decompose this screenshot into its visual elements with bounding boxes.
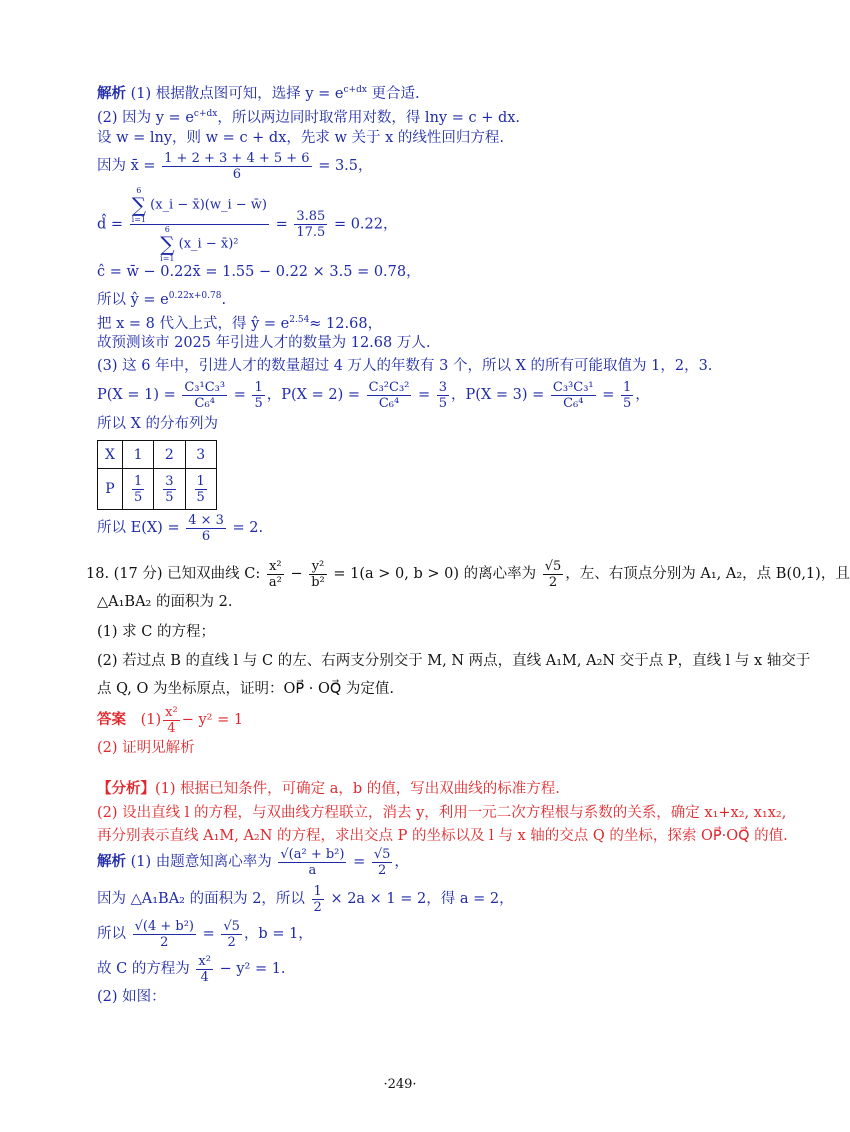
fraction: $\frac{\text{x²}}{4}$: [165, 704, 178, 736]
fraction: $\frac{1}{5}$: [133, 473, 143, 505]
table-cell: [122, 469, 153, 510]
solution-line: 所以 E(X) = $\frac{4 \times 3}{6}$ = 2.: [97, 512, 264, 544]
fraction: $\frac{3.85}{17.5}$: [296, 209, 326, 240]
analysis-tag: 【分析】: [97, 780, 155, 797]
solution-line: 因为 x̄ = $\frac{1 + 2 + 3 + 4 + 5 + 6}{6}$ = 3.5，: [97, 150, 373, 182]
fraction: $\frac{3}{5}$: [165, 473, 174, 505]
fraction: $\frac{\text{C₃¹C₃³}}{\text{C₆⁴}}$: [184, 379, 226, 411]
fraction: $\frac{1}{2}$: [313, 883, 322, 915]
fraction: $\frac{1}{5}$: [623, 379, 632, 411]
table-cell: 1: [122, 441, 153, 469]
question-line: 18. (17 分) 已知双曲线 C: $\frac{\text{x²}}{\text{a²}}$ − $\frac{\text{y²}}{\text{b²}}$ = 1(a > 0, b > 0) 的离心率为 $\frac{√5}{2}$ ，左、右顶点分别为 A₁, A₂，点 B(0,1)，且: [86, 558, 850, 590]
fraction: $\frac{1}{5}$: [196, 473, 205, 505]
solution-line: 所以 $\frac{\text{√(4 + b²)}}{2}$ = $\frac{√5}{2}$ ，b = 1，: [97, 918, 313, 950]
fraction: $\frac{\text{C₃³C₃¹}}{\text{C₆⁴}}$: [552, 379, 594, 411]
solution-line: ĉ = w̄ − 0.22x̄ = 1.55 − 0.22 × 3.5 = 0.78，: [97, 264, 421, 280]
question-line: 点 Q, O 为坐标原点，证明：OP⃗ · OQ⃗ 为定值.: [97, 681, 394, 697]
fraction: $\frac{\text{x²}}{\text{a²}}$: [268, 558, 282, 590]
fraction: $\frac{4 \times 3}{6}$: [188, 512, 224, 544]
solution-line: P(X = 1) = $\frac{\text{C₃¹C₃³}}{\text{C₆⁴}}$ = $\frac{1}{5}$ ，P(X = 2) = $\frac{\text{C₃²C₃²}}{\text{C₆⁴}}$ = $\frac{3}{5}$ ，P(X = 3) = $\frac{\text{C₃³C₃¹}}{\text{C₆⁴}}$ = $\frac{1}{5}$ ，: [97, 379, 650, 411]
fraction: $\frac{√5}{2}$: [373, 846, 391, 878]
table-cell: P: [98, 469, 123, 510]
fraction: $\frac{1}{5}$: [254, 379, 263, 411]
fraction: $\frac{√5}{2}$: [223, 918, 240, 950]
page-number: ·249·: [383, 1077, 417, 1092]
solution-label: 解析: [97, 853, 126, 870]
analysis-line: 【分析】(1) 根据已知条件，可确定 a，b 的值，写出双曲线的标准方程.: [97, 780, 560, 797]
answer-line: (2) 证明见解析: [97, 740, 195, 756]
table-cell: [154, 469, 185, 510]
analysis-line: 再分别表示直线 A₁M, A₂N 的方程，求出交点 P 的坐标以及 l 与 x 轴的交点 Q 的坐标，探索 OP⃗·OQ⃗ 的值.: [97, 828, 788, 844]
solution-line: (3) 这 6 年中，引进人才的数量超过 4 万人的年数有 3 个，所以 X 的所有可能取值为 1，2，3.: [97, 358, 713, 374]
solution-label: 解析: [97, 85, 126, 102]
solution-line: 故预测该市 2025 年引进人才的数量为 12.68 万人.: [97, 335, 431, 351]
table-cell: X: [98, 441, 123, 469]
solution-line: 解析 (1) 根据散点图可知，选择 $y = e^{c+dx}$ 更合适.: [97, 85, 420, 102]
fraction: $\frac{\text{√(a² + b²)}}{a}$: [280, 846, 345, 878]
solution-line: (2) 如图：: [97, 989, 166, 1005]
solution-line: 解析 (1) 由题意知离心率为 $\frac{\text{√(a² + b²)}}{a}$ = $\frac{√5}{2}$ ，: [97, 846, 409, 878]
sum-symbol: 6 ∑ i=1: [160, 225, 175, 263]
table-cell: 3: [185, 441, 216, 469]
question-line: △A₁BA₂ 的面积为 2.: [97, 594, 233, 610]
table-cell: 2: [154, 441, 185, 469]
fraction: $\frac{\text{√(4 + b²)}}{2}$: [134, 918, 194, 950]
solution-line: 所以 X 的分布列为: [97, 416, 219, 432]
solution-line: 故 C 的方程为 $\frac{\text{x²}}{4}$ − y² = 1.: [97, 953, 286, 985]
regression-fraction: 6 ∑ i=1 (x_i − x̄)(w_i − w̄) 6 ∑ i=1 (x_i − x̄)²: [131, 186, 267, 263]
distribution-table: [97, 440, 217, 510]
question-line: (1) 求 C 的方程；: [97, 624, 215, 640]
table-cell: [185, 469, 216, 510]
table-row: [98, 441, 217, 469]
fraction: $\frac{√5}{2}$: [544, 558, 562, 590]
fraction: $\frac{\text{C₃²C₃²}}{\text{C₆⁴}}$: [368, 379, 410, 411]
sum-symbol: 6 ∑ i=1: [131, 186, 147, 224]
solution-line: 因为 △A₁BA₂ 的面积为 2，所以 $\frac{1}{2}$ × 2a × 1 = 2，得 a = 2，: [97, 883, 514, 915]
solution-line: 所以 ŷ = $e^{0.22x+0.78}$.: [97, 291, 227, 308]
solution-line: (2) 因为 $y = e^{c+dx}$，所以两边同时取常用对数，得 lny = c + dx.: [97, 109, 521, 126]
answer-label: 答案: [97, 711, 126, 728]
analysis-line: (2) 设出直线 l 的方程，与双曲线方程联立，消去 y，利用一元二次方程根与系数的关系，确定 x₁+x₂, x₁x₂,: [97, 805, 787, 821]
solution-line: 设 w = lny，则 w = c + dx，先求 w 关于 x 的线性回归方程.: [97, 130, 505, 146]
answer-line: 答案 (1) $\frac{\text{x²}}{4}$ − y² = 1: [97, 704, 244, 736]
fraction: $\frac{1 + 2 + 3 + 4 + 5 + 6}{6}$: [164, 150, 310, 182]
question-line: (2) 若过点 B 的直线 l 与 C 的左、右两支分别交于 M, N 两点，直线 A₁M, A₂N 交于点 P，直线 l 与 x 轴交于: [97, 653, 811, 669]
fraction: $\frac{\text{y²}}{\text{b²}}$: [311, 558, 325, 590]
table-row: [98, 469, 217, 510]
fraction: $\frac{\text{x²}}{4}$: [198, 953, 211, 985]
fraction: $\frac{3}{5}$: [438, 379, 448, 411]
solution-line: 把 x = 8 代入上式，得 ŷ = $e^{2.54}\approx 12.68$，: [97, 315, 383, 332]
solution-line: d̂ = 6 ∑ i=1 (x_i − x̄)(w_i − w̄) 6 ∑ i=1 (x_i − x̄)² = $\frac{3.85}{17.5}$ = 0.22，: [97, 186, 398, 263]
